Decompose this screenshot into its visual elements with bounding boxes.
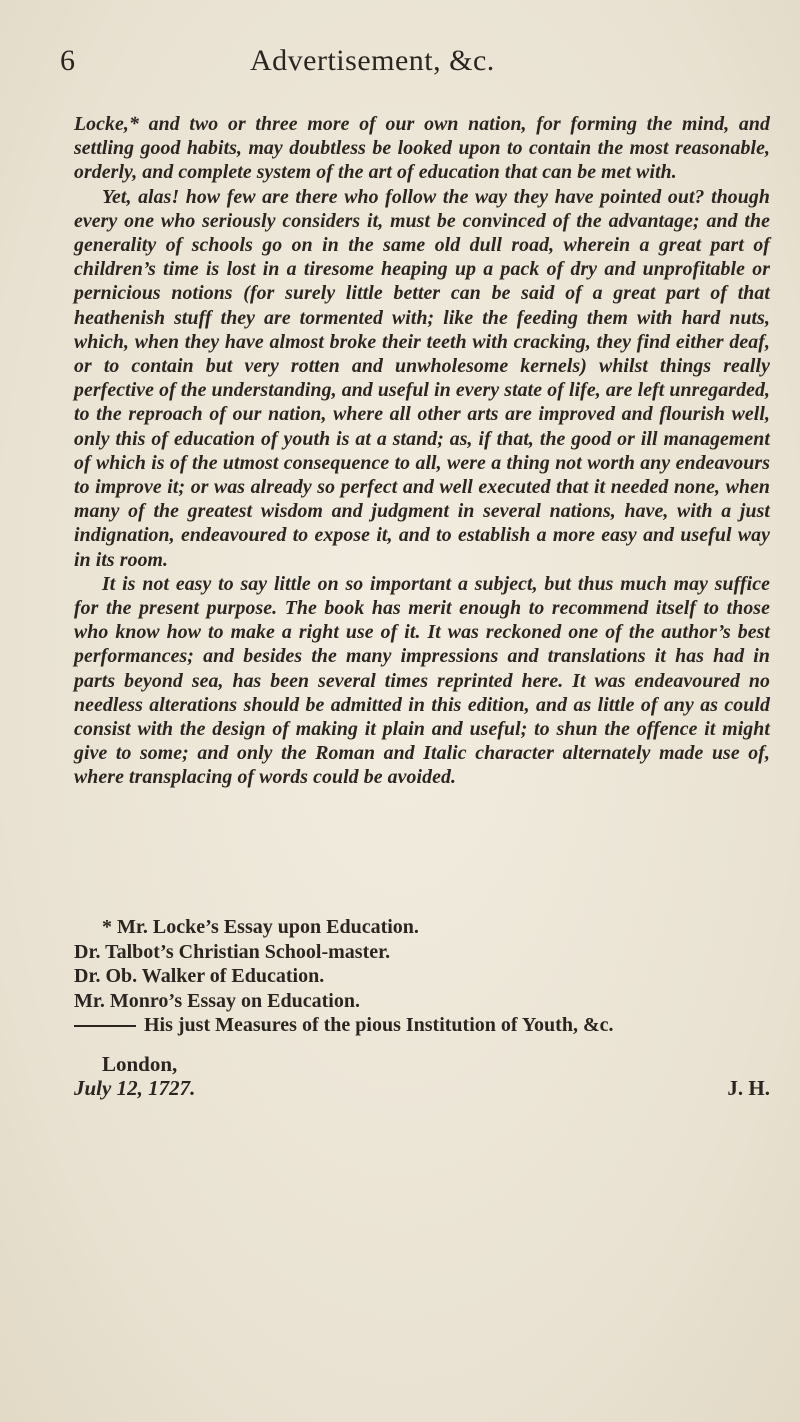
reference-item: Mr. Monro’s Essay on Education. (74, 989, 360, 1012)
page-header (60, 44, 740, 84)
signoff-date: July 12, 1727. (74, 1076, 196, 1100)
running-title: Advertisement, &c. (250, 44, 495, 77)
ditto-dash (74, 1025, 136, 1027)
paragraph-3: It is not easy to say little on so important a subject, but thus much may suffice for the present purpose. The book has merit enough to recommend itself to those who know how to make a right use of it. It was reckoned one of the author’s best performances; and besides the many impressions and translations it has had in parts beyond sea, has been several times reprinted here. It was endeavoured no needless alterations should be admitted in this edition, and as little of any as could consist with the design of making it plain and useful; to shun the offence it might give to some; and only the Roman and Italic character alternately made use of, where transplacing of words could be avoided. (74, 572, 770, 789)
reference-item: Dr. Talbot’s Christian School-master. (74, 940, 391, 963)
signoff (74, 1052, 770, 1102)
reference-item-ditto (74, 1013, 770, 1038)
references-list (74, 915, 770, 1038)
reference-item: * Mr. Locke’s Essay upon Education. (102, 916, 419, 938)
paragraph-2: Yet, alas! how few are there who follow the way they have pointed out? though every one who seriously considers it, must be convinced of the advantage; and the generality of schools go on in the same old dull road, wherein a great part of children’s time is lost in a tiresome heaping up a pack of dry and unprofitable or pernicious notions (for surely little better can be said of a great part of that heathenish stuff they are tormented with; like the feeding them with hard nuts, which, when they have almost broke their teeth with cracking, they find either deaf, or to contain but very rotten and unwholesome kernels) whilst things really perfective of the understanding, and useful in every state of life, are left unregarded, to the reproach of our nation, where all other arts are improved and flourish well, only this of education of youth is at a stand; as, if that, the good or ill management of which is of the utmost consequence to all, were a thing not worth any endeavours to improve it; or was already so perfect and well executed that it needed none, when many of the greatest wisdom and judgment in several nations, have, with a just indignation, endeavoured to expose it, and to establish a more easy and useful way in its room. (74, 185, 770, 571)
page-number: 6 (60, 44, 75, 77)
signoff-place: London, (102, 1052, 178, 1076)
signoff-initials: J. H. (727, 1076, 770, 1100)
reference-item-text: His just Measures of the pious Institution of Youth, &c. (144, 1014, 614, 1036)
advertisement-body (74, 112, 770, 790)
signoff-date-row (74, 1076, 770, 1102)
reference-item: Dr. Ob. Walker of Education. (74, 965, 325, 987)
paragraph-1: Locke,* and two or three more of our own nation, for forming the mind, and settling good habits, may doubtless be looked upon to contain the most reasonable, orderly, and complete system of the art of education that can be met with. (74, 113, 770, 184)
